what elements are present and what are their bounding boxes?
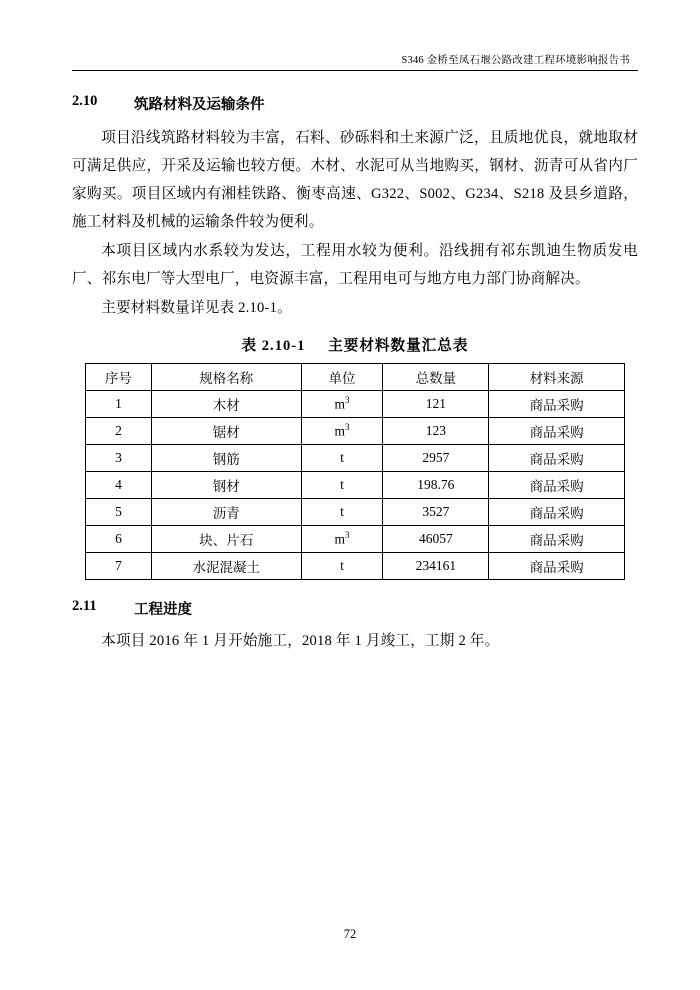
table-row xyxy=(86,418,625,445)
cell-name: 钢筋 xyxy=(151,445,301,472)
paragraph: 本项目区域内水系较为发达，工程用水较为便利。沿线拥有祁东凯迪生物质发电厂、祁东电厂等大型电厂，电资源丰富，工程用电可与地方电力部门协商解决。 xyxy=(72,243,638,288)
column-header-source: 材料来源 xyxy=(489,364,625,391)
section-heading-2-11 xyxy=(72,598,638,619)
cell-quantity: 234161 xyxy=(383,553,489,580)
cell-source: 商品采购 xyxy=(489,418,625,445)
cell-source: 商品采购 xyxy=(489,472,625,499)
cell-quantity: 198.76 xyxy=(383,472,489,499)
cell-no: 2 xyxy=(86,418,152,445)
cell-name: 钢材 xyxy=(151,472,301,499)
section-number: 2.11 xyxy=(72,598,97,615)
cell-quantity: 2957 xyxy=(383,445,489,472)
column-header-quantity: 总数量 xyxy=(383,364,489,391)
cell-name: 锯材 xyxy=(151,418,301,445)
cell-no: 5 xyxy=(86,499,152,526)
cell-quantity: 123 xyxy=(383,418,489,445)
paragraph: 项目沿线筑路材料较为丰富，石料、砂砾料和土来源广泛，且质地优良，就地取材可满足供应，开采及运输也较方便。木材、水泥可从当地购买，钢材、沥青可从省内厂家购买。项目区域内有湘桂铁路、衡枣高速、G322、S002、G234、S218 及县乡道路，施工材料及机械的运输条件较为便利。 xyxy=(72,130,638,231)
cell-source: 商品采购 xyxy=(489,526,625,553)
table-caption xyxy=(72,334,638,355)
cell-no: 4 xyxy=(86,472,152,499)
column-header-no: 序号 xyxy=(86,364,152,391)
table-caption-number: 表 2.10-1 xyxy=(241,338,306,355)
table-header-row xyxy=(86,364,625,391)
cell-unit: $m^3$ xyxy=(301,526,383,553)
cell-unit: t xyxy=(301,472,383,499)
cell-name: 木材 xyxy=(151,391,301,418)
table-row xyxy=(86,499,625,526)
paragraph: 本项目 2016 年 1 月开始施工，2018 年 1 月竣工，工期 2 年。 xyxy=(101,633,500,650)
section-number: 2.10 xyxy=(72,93,98,109)
cell-source: 商品采购 xyxy=(489,553,625,580)
running-header: S346 金桥至凤石堰公路改建工程环境影响报告书 xyxy=(401,55,630,66)
column-header-unit: 单位 xyxy=(301,364,383,391)
table-row xyxy=(86,526,625,553)
table-caption-title: 主要材料数量汇总表 xyxy=(328,338,469,355)
section-title: 筑路材料及运输条件 xyxy=(134,97,265,113)
cell-unit: $m^3$ xyxy=(301,391,383,418)
cell-source: 商品采购 xyxy=(489,445,625,472)
table-row xyxy=(86,472,625,499)
cell-source: 商品采购 xyxy=(489,391,625,418)
table-row xyxy=(86,445,625,472)
page-number: 72 xyxy=(343,927,357,941)
section-title: 工程进度 xyxy=(134,602,192,619)
cell-quantity: 3527 xyxy=(383,499,489,526)
cell-name: 水泥混凝土 xyxy=(151,553,301,580)
cell-no: 1 xyxy=(86,391,152,418)
cell-name: 沥青 xyxy=(151,499,301,526)
cell-source: 商品采购 xyxy=(489,499,625,526)
cell-unit: t xyxy=(301,553,383,580)
cell-quantity: 46057 xyxy=(383,526,489,553)
cell-unit: t xyxy=(301,499,383,526)
cell-no: 6 xyxy=(86,526,152,553)
cell-quantity: 121 xyxy=(383,391,489,418)
column-header-name: 规格名称 xyxy=(151,364,301,391)
section-heading-2-10 xyxy=(72,93,638,114)
cell-no: 3 xyxy=(86,445,152,472)
table-row xyxy=(86,553,625,580)
cell-unit: t xyxy=(301,445,383,472)
cell-no: 7 xyxy=(86,553,152,580)
header-divider xyxy=(72,70,638,71)
cell-unit: $m^3$ xyxy=(301,418,383,445)
materials-table xyxy=(85,363,625,580)
table-row xyxy=(86,391,625,418)
paragraph: 主要材料数量详见表 2.10-1。 xyxy=(101,300,292,317)
cell-name: 块、片石 xyxy=(151,526,301,553)
